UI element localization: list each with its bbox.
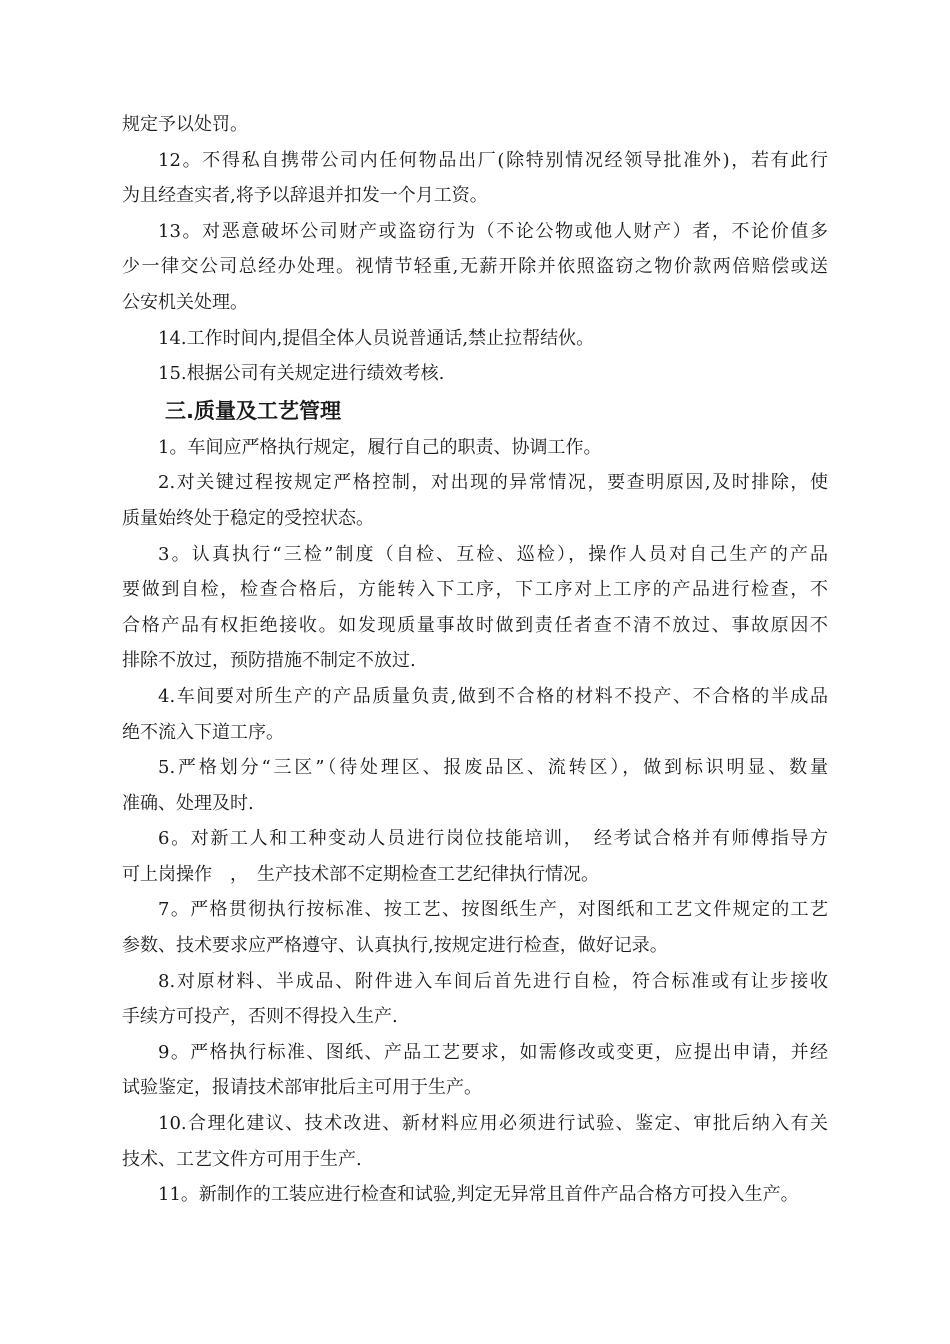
text-line: 1。车间应严格执行规定，履行自己的职责、协调工作。 <box>158 436 602 458</box>
paragraph <box>122 430 828 466</box>
text-line: 为且经查实者,将予以辞退并扣发一个月工资。 <box>122 185 488 207</box>
section-heading: 三.质量及工艺管理 <box>165 398 341 423</box>
text-line: 5.严格划分“三区”（待处理区、报废品区、流转区），做到标识明显、数量 <box>158 757 828 779</box>
paragraph <box>122 321 828 357</box>
text-line: 质量始终处于稳定的受控状态。 <box>122 507 374 529</box>
text-line: 15.根据公司有关规定进行绩效考核. <box>158 363 445 385</box>
paragraph <box>122 465 828 536</box>
text-line: 12。不得私自携带公司内任何物品出厂(除特别情况经领导批准外)，若有此行 <box>158 149 828 171</box>
text-line: 可上岗操作 ， 生产技术部不定期检查工艺纪律执行情况。 <box>122 863 599 885</box>
paragraph <box>122 356 828 392</box>
text-line: 13。对恶意破坏公司财产或盗窃行为（不论公物或他人财产）者，不论价值多 <box>158 220 828 242</box>
paragraph <box>122 964 828 1035</box>
paragraph <box>122 1106 828 1177</box>
text-line: 准确、处理及时. <box>122 792 254 814</box>
text-line: 排除不放过，预防措施不制定不放过. <box>122 650 416 672</box>
text-line: 6。对新工人和工种变动人员进行岗位技能培训， 经考试合格并有师傅指导方 <box>158 828 828 850</box>
paragraph <box>122 143 828 214</box>
text-line: 试验鉴定，报请技术部审批后主可用于生产。 <box>122 1077 482 1099</box>
text-line: 7。严格贯彻执行按标准、按工艺、按图纸生产，对图纸和工艺文件规定的工艺 <box>158 899 828 921</box>
text-line: 10.合理化建议、技术改进、新材料应用必须进行试验、鉴定、审批后纳入有关 <box>158 1113 828 1135</box>
text-line: 9。严格执行标准、图纸、产品工艺要求，如需修改或变更，应提出申请，并经 <box>158 1041 828 1063</box>
text-line: 绝不流入下道工序。 <box>122 721 284 743</box>
paragraph <box>122 892 828 963</box>
paragraph <box>122 214 828 321</box>
text-line: 2.对关键过程按规定严格控制，对出现的异常情况，要查明原因,及时排除，使 <box>158 472 828 494</box>
paragraph <box>122 1177 828 1213</box>
text-line: 公安机关处理。 <box>122 291 248 313</box>
text-line: 合格产品有权拒绝接收。如发现质量事故时做到责任者查不清不放过、事故原因不 <box>122 614 828 636</box>
text-line: 参数、技术要求应严格遵守、认真执行,按规定进行检查，做好记录。 <box>122 935 668 957</box>
text-line: 3。认真执行“三检”制度（自检、互检、巡检），操作人员对自己生产的产品 <box>158 543 828 565</box>
paragraph <box>122 679 828 750</box>
text-line: 规定予以处罚。 <box>122 114 248 135</box>
text-line: 8.对原材料、半成品、附件进入车间后首先进行自检，符合标准或有让步接收 <box>158 970 828 992</box>
text-line: 要做到自检，检查合格后，方能转入下工序，下工序对上工序的产品进行检查，不 <box>122 579 828 601</box>
paragraph <box>122 107 828 143</box>
paragraph <box>122 537 828 679</box>
text-line: 4.车间要对所生产的产品质量负责,做到不合格的材料不投产、不合格的半成品 <box>158 685 828 707</box>
text-line: 14.工作时间内,提倡全体人员说普通话,禁止拉帮结伙。 <box>158 327 595 349</box>
paragraph <box>122 1035 828 1106</box>
document-body <box>122 107 828 1213</box>
text-line: 11。新制作的工装应进行检查和试验,判定无异常且首件产品合格方可投入生产。 <box>158 1184 799 1206</box>
paragraph <box>122 750 828 821</box>
paragraph <box>122 821 828 892</box>
text-line: 手续方可投产，否则不得投入生产. <box>122 1006 398 1028</box>
text-line: 少一律交公司总经办处理。视情节轻重,无薪开除并依照盗窃之物价款两倍赔偿或送 <box>122 256 828 278</box>
text-line: 技术、工艺文件方可用于生产. <box>122 1148 362 1170</box>
